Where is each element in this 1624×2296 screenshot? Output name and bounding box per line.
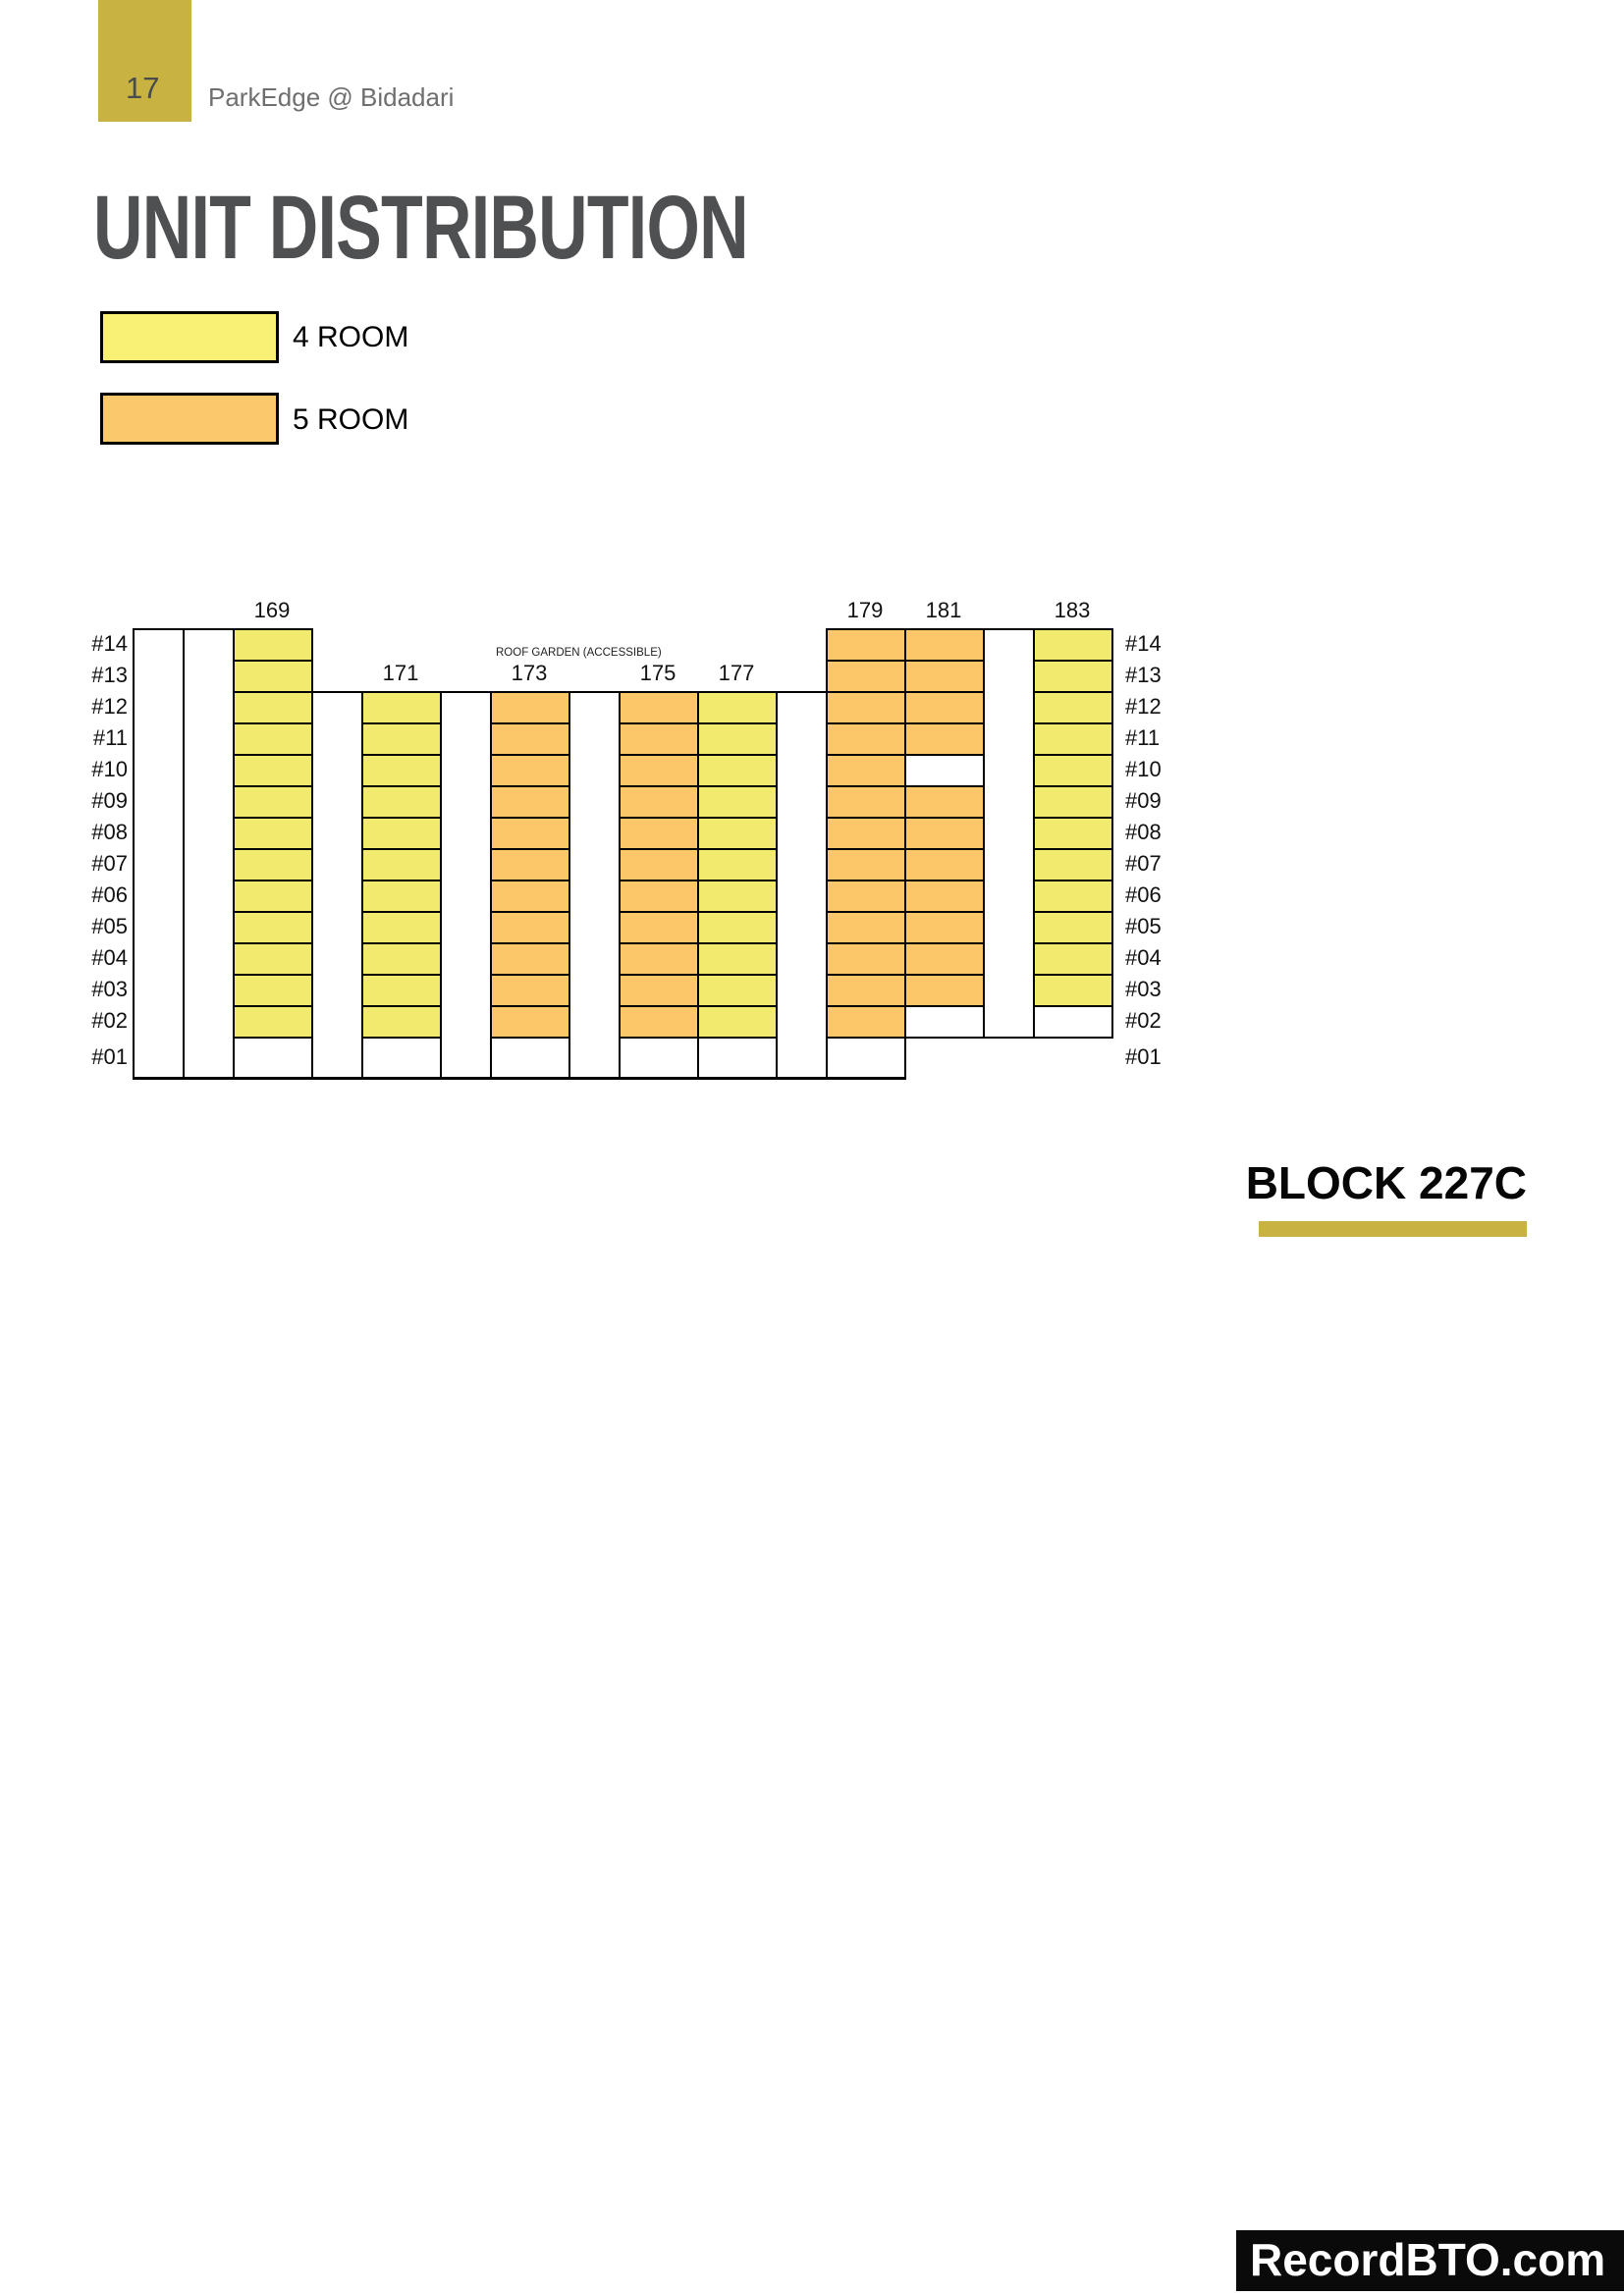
- unit-cell: [490, 942, 570, 976]
- floor-label: #07: [1125, 851, 1162, 876]
- unit-cell: [1033, 942, 1113, 976]
- unit-cell: [826, 1037, 906, 1079]
- unit-cell: [1033, 848, 1113, 881]
- unit-cell: [361, 1037, 442, 1079]
- unit-cell: [361, 1005, 442, 1039]
- unit-cell: [619, 817, 699, 850]
- floor-label: #11: [1125, 725, 1161, 750]
- unit-cell: [697, 817, 778, 850]
- unit-cell: [233, 785, 313, 819]
- page-number: 17: [126, 71, 160, 105]
- unit-cell: [361, 974, 442, 1007]
- page-title-text: UNIT DISTRIBUTION: [93, 178, 748, 278]
- unit-cell: [490, 911, 570, 944]
- ground-line: [133, 1077, 906, 1080]
- floor-label: #04: [91, 945, 128, 970]
- unit-cell: [1033, 722, 1113, 756]
- stack-label-169: 169: [253, 598, 291, 622]
- floor-label: #13: [91, 663, 128, 687]
- unit-cell: [233, 691, 313, 724]
- unit-cell: [697, 1037, 778, 1079]
- unit-cell: [904, 754, 985, 787]
- unit-cell: [1033, 1005, 1113, 1039]
- floor-label: #07: [91, 851, 128, 876]
- unit-cell: [619, 722, 699, 756]
- unit-cell: [1033, 880, 1113, 913]
- unit-cell: [904, 974, 985, 1007]
- unit-cell: [233, 1005, 313, 1039]
- gap-top-line: [983, 628, 1035, 630]
- unit-cell: [697, 974, 778, 1007]
- floor-label: #11: [92, 725, 128, 750]
- floor-label: #08: [1125, 820, 1162, 844]
- unit-cell: [826, 785, 906, 819]
- unit-cell: [904, 911, 985, 944]
- floor-label: #08: [91, 820, 128, 844]
- unit-cell: [619, 785, 699, 819]
- unit-cell: [233, 660, 313, 693]
- floor-label: #05: [91, 914, 128, 938]
- gap-top-line: [311, 691, 363, 693]
- unit-cell: [826, 817, 906, 850]
- unit-cell: [697, 911, 778, 944]
- unit-cell: [697, 942, 778, 976]
- unit-cell: [233, 974, 313, 1007]
- unit-cell: [1033, 754, 1113, 787]
- brand-text: ParkEdge @ Bidadari: [208, 82, 455, 112]
- unit-cell: [826, 628, 906, 662]
- unit-cell: [361, 880, 442, 913]
- unit-cell: [826, 848, 906, 881]
- gap-top-line: [440, 691, 492, 693]
- unit-cell: [619, 691, 699, 724]
- void-column: [183, 628, 235, 1079]
- unit-cell: [361, 691, 442, 724]
- floor-label: #09: [1125, 788, 1162, 813]
- unit-cell: [490, 817, 570, 850]
- floor-label: #09: [91, 788, 128, 813]
- unit-cell: [619, 942, 699, 976]
- unit-cell: [233, 628, 313, 662]
- step-line: [904, 1037, 1113, 1039]
- unit-cell: [904, 880, 985, 913]
- unit-cell: [361, 817, 442, 850]
- unit-cell: [904, 1005, 985, 1039]
- stack-label-171: 171: [382, 661, 419, 685]
- unit-cell: [826, 660, 906, 693]
- unit-cell: [233, 880, 313, 913]
- unit-cell: [904, 722, 985, 756]
- unit-cell: [826, 1005, 906, 1039]
- unit-cell: [697, 880, 778, 913]
- unit-cell: [826, 880, 906, 913]
- unit-cell: [904, 660, 985, 693]
- floor-label: #03: [1125, 977, 1162, 1001]
- unit-cell: [361, 754, 442, 787]
- stack-label-175: 175: [639, 661, 677, 685]
- stack-label-173: 173: [511, 661, 548, 685]
- floor-label: #02: [91, 1008, 128, 1033]
- unit-cell: [490, 848, 570, 881]
- unit-cell: [619, 911, 699, 944]
- unit-cell: [826, 754, 906, 787]
- unit-cell: [361, 942, 442, 976]
- gap-top-line: [776, 691, 828, 693]
- unit-cell: [361, 722, 442, 756]
- unit-cell: [619, 1037, 699, 1079]
- unit-cell: [490, 722, 570, 756]
- floor-label: #05: [1125, 914, 1162, 938]
- unit-cell: [361, 911, 442, 944]
- floor-label: #13: [1125, 663, 1162, 687]
- unit-cell: [233, 1037, 313, 1079]
- unit-cell: [490, 880, 570, 913]
- unit-cell: [490, 754, 570, 787]
- unit-cell: [1033, 628, 1113, 662]
- unit-cell: [490, 974, 570, 1007]
- unit-cell: [1033, 974, 1113, 1007]
- floor-label: #01: [91, 1044, 128, 1069]
- floor-label: #14: [1125, 631, 1162, 656]
- unit-cell: [904, 691, 985, 724]
- block-label: BLOCK 227C: [1245, 1157, 1527, 1208]
- unit-cell: [1033, 911, 1113, 944]
- unit-cell: [1033, 785, 1113, 819]
- unit-cell: [233, 848, 313, 881]
- unit-cell: [904, 785, 985, 819]
- floor-label: #04: [1125, 945, 1162, 970]
- floor-label: #10: [1125, 757, 1162, 781]
- floor-label: #06: [1125, 882, 1162, 907]
- unit-cell: [826, 974, 906, 1007]
- unit-cell: [697, 785, 778, 819]
- unit-cell: [490, 785, 570, 819]
- gap-top-line: [568, 691, 621, 693]
- unit-cell: [697, 722, 778, 756]
- floor-label: #06: [91, 882, 128, 907]
- unit-cell: [233, 754, 313, 787]
- unit-cell: [361, 785, 442, 819]
- legend-label-4room: 4 ROOM: [293, 321, 409, 353]
- unit-cell: [361, 848, 442, 881]
- stack-label-183: 183: [1054, 598, 1091, 622]
- void-column: [133, 628, 185, 1079]
- unit-cell: [1033, 691, 1113, 724]
- footer-watermark-box: [1236, 2230, 1624, 2291]
- stack-label-177: 177: [718, 661, 755, 685]
- unit-cell: [233, 722, 313, 756]
- stack-label-179: 179: [846, 598, 884, 622]
- unit-cell: [904, 848, 985, 881]
- unit-cell: [697, 691, 778, 724]
- footer-watermark-text: RecordBTO.com: [1250, 2234, 1606, 2285]
- floor-label: #12: [91, 694, 128, 719]
- unit-cell: [619, 1005, 699, 1039]
- floor-label: #12: [1125, 694, 1162, 719]
- unit-cell: [826, 722, 906, 756]
- unit-cell: [233, 942, 313, 976]
- unit-cell: [826, 691, 906, 724]
- floor-label: #03: [91, 977, 128, 1001]
- unit-cell: [904, 942, 985, 976]
- unit-cell: [697, 848, 778, 881]
- unit-cell: [904, 628, 985, 662]
- block-underline-bar: [1259, 1221, 1527, 1237]
- unit-cell: [826, 942, 906, 976]
- legend-label-5room: 5 ROOM: [293, 403, 409, 436]
- unit-cell: [1033, 660, 1113, 693]
- unit-cell: [233, 911, 313, 944]
- unit-cell: [619, 754, 699, 787]
- unit-cell: [490, 691, 570, 724]
- unit-cell: [904, 817, 985, 850]
- unit-cell: [697, 754, 778, 787]
- stack-label-181: 181: [925, 598, 962, 622]
- floor-label: #10: [91, 757, 128, 781]
- floor-label: #14: [91, 631, 128, 656]
- unit-cell: [826, 911, 906, 944]
- floor-label: #01: [1125, 1044, 1162, 1069]
- unit-cell: [490, 1037, 570, 1079]
- unit-cell: [490, 1005, 570, 1039]
- roof-garden-note: ROOF GARDEN (ACCESSIBLE): [496, 647, 662, 659]
- unit-cell: [1033, 817, 1113, 850]
- unit-cell: [619, 880, 699, 913]
- unit-cell: [619, 848, 699, 881]
- unit-cell: [233, 817, 313, 850]
- unit-cell: [619, 974, 699, 1007]
- unit-cell: [697, 1005, 778, 1039]
- floor-label: #02: [1125, 1008, 1162, 1033]
